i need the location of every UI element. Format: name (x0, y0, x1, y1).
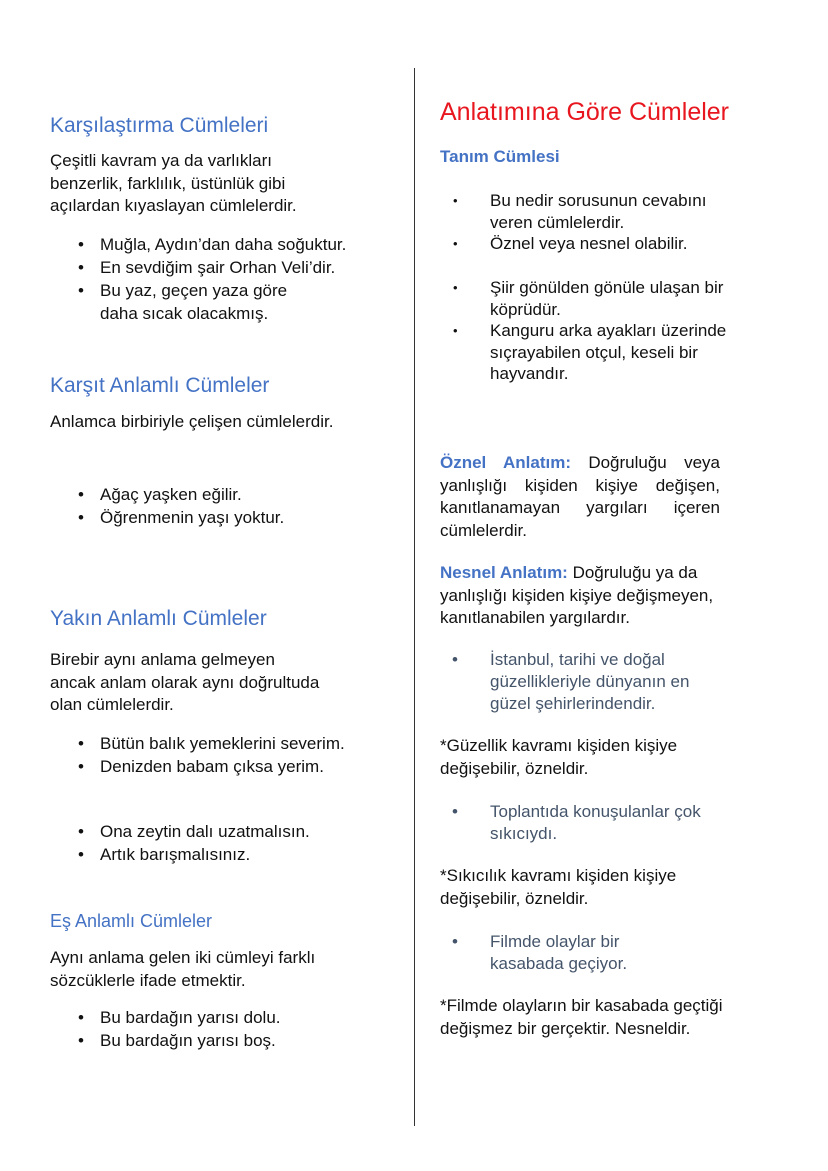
comparison-text (50, 150, 297, 218)
list-item: • Toplantıda konuşulanlar çok sıkıcıydı. (440, 801, 740, 845)
comparison-list (50, 233, 370, 325)
example-list-1 (440, 649, 740, 715)
list-item: • Ona zeytin dalı uzatmalısın. (50, 820, 400, 843)
text-line: olan cümlelerdir. (50, 695, 174, 714)
close-text (50, 649, 319, 717)
list-item: • İstanbul, tarihi ve doğal güzellikleriyle dünyanın en güzel şehirlerindendir. (440, 649, 740, 715)
example-list-2 (440, 801, 740, 845)
list-item: • Bu bardağın yarısı dolu. (50, 1006, 400, 1029)
text-line: sözcüklerle ifade etmektir. (50, 970, 246, 990)
text-line: benzerlik, farklılık, üstünlük gibi (50, 173, 286, 193)
text-line: Birebir aynı anlama gelmeyen (50, 650, 275, 669)
subjective-definition (440, 452, 720, 542)
list-item: • Muğla, Aydın’dan daha soğuktur. (50, 233, 370, 256)
list-item: • Ağaç yaşken eğilir. (50, 483, 390, 506)
list-item: • En sevdiğim şair Orhan Veli’dir. (50, 256, 370, 279)
text-line: Çeşitli kavram ya da varlıkları (50, 151, 273, 170)
synonym-text (50, 947, 315, 992)
list-item: • Filmde olaylar bir kasabada geçiyor. (440, 931, 740, 975)
list-item: • Kanguru arka ayakları üzerinde sıçrayabilen otçul, keseli bir hayvandır. (440, 320, 740, 385)
close-list-2 (50, 820, 400, 866)
synonym-list (50, 1006, 400, 1052)
heading-close: Yakın Anlamlı Cümleler (50, 607, 267, 630)
objective-label: Nesnel Anlatım: (440, 563, 568, 582)
page-title: Anlatımına Göre Cümleler (440, 98, 730, 126)
list-item: • Öğrenmenin yaşı yoktur. (50, 506, 390, 529)
definition-list-1 (440, 190, 740, 255)
column-divider (414, 68, 415, 1126)
subjective-label: Öznel Anlatım: (440, 453, 571, 472)
list-item: • Öznel veya nesnel olabilir. (440, 233, 740, 255)
note-2: *Sıkıcılık kavramı kişiden kişiye değişebilir, özneldir. (440, 866, 677, 908)
close-list-1 (50, 732, 400, 778)
list-item: • Şiir gönülden gönüle ulaşan bir köprüdür. (440, 277, 740, 320)
heading-definition: Tanım Cümlesi (440, 147, 560, 166)
note-1: *Güzellik kavramı kişiden kişiye değişebilir, özneldir. (440, 736, 678, 778)
list-item: • Bütün balık yemeklerini severim. (50, 732, 400, 755)
objective-definition (440, 562, 760, 630)
opposite-text: Anlamca birbiriyle çelişen cümlelerdir. (50, 412, 334, 431)
list-item: • Bu nedir sorusunun cevabını veren cümlelerdir. (440, 190, 740, 233)
list-item: • Artık barışmalısınız. (50, 843, 400, 866)
subjective-text: Doğruluğu veya yanlışlığı kişiden kişiye değişen, kanıtlanamayan yargıları içeren cümlelerdir. (440, 453, 720, 540)
objective-text: Doğruluğu ya da yanlışlığı kişiden kişiye değişmeyen, kanıtlanabilen yargılardır. (440, 563, 714, 627)
definition-list-2 (440, 277, 740, 385)
text-line: ancak anlam olarak aynı doğrultuda (50, 672, 320, 692)
list-item: • Bu bardağın yarısı boş. (50, 1029, 400, 1052)
text-line: Aynı anlama gelen iki cümleyi farklı (50, 948, 316, 967)
heading-opposite: Karşıt Anlamlı Cümleler (50, 374, 270, 397)
list-item: • Denizden babam çıksa yerim. (50, 755, 400, 778)
heading-synonym: Eş Anlamlı Cümleler (50, 911, 213, 931)
list-item: • Bu yaz, geçen yaza göre daha sıcak olacakmış. (50, 279, 370, 325)
heading-comparison: Karşılaştırma Cümleleri (50, 114, 269, 137)
text-line: açılardan kıyaslayan cümlelerdir. (50, 196, 297, 215)
example-list-3 (440, 931, 740, 975)
opposite-list (50, 483, 390, 529)
note-3: *Filmde olayların bir kasabada geçtiği değişmez bir gerçektir. Nesneldir. (440, 996, 723, 1038)
